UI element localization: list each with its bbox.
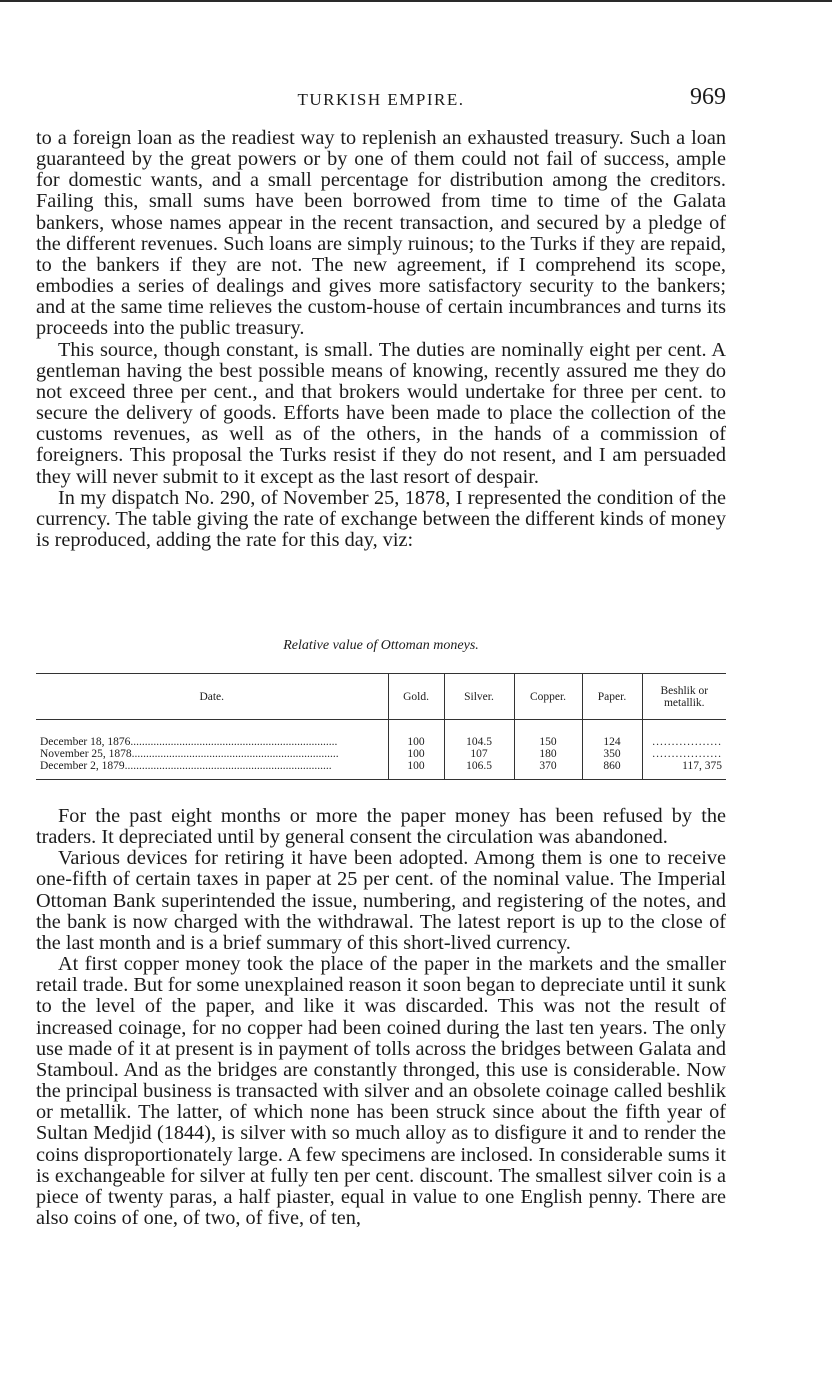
- page-header: [36, 84, 726, 114]
- cell-gold: 100: [388, 748, 444, 760]
- table-row: [36, 760, 726, 780]
- cell-copper: 370: [514, 760, 582, 780]
- top-rule: [0, 0, 832, 2]
- paragraph: to a foreign loan as the readiest way to replenish an exhausted treasury. Such a loan guaranteed by the great powers or by one of them could not fail of success, ample for domestic wants, and a small percentage for distribution among the creditors. Failing this, small sums have been borrowed from time to time of the Galata bankers, whose names appear in the recent transaction, and secured by a pledge of the different revenues. Such loans are simply ruinous; to the Turks if they are repaid, to the bankers if they are not. The new agreement, if I comprehend its scope, embodies a series of dealings and gives more satisfactory security to the bankers; and at the same time relieves the custom-house of certain incumbrances and turns its proceeds into the public treasury.: [36, 127, 726, 340]
- paragraph: For the past eight months or more the paper money has been refused by the traders. It depreciated until by general consent the circulation was abandoned.: [36, 805, 726, 849]
- cell-beshlik: ..................: [642, 720, 726, 749]
- column-header-paper: Paper.: [582, 674, 642, 720]
- cell-paper: 350: [582, 748, 642, 760]
- cell-gold: 100: [388, 720, 444, 749]
- body-text-bottom: [36, 806, 726, 1229]
- column-header-copper: Copper.: [514, 674, 582, 720]
- table-header-row: [36, 674, 726, 720]
- table-caption: Relative value of Ottoman moneys.: [283, 638, 479, 653]
- cell-copper: 180: [514, 748, 582, 760]
- cell-silver: 104.5: [444, 720, 514, 749]
- cell-silver: 106.5: [444, 760, 514, 780]
- cell-date: December 18, 1876........................................................................: [40, 736, 338, 748]
- running-title: TURKISH EMPIRE.: [297, 90, 465, 109]
- cell-beshlik: 117, 375: [642, 760, 726, 780]
- body-text-top: [36, 128, 726, 551]
- cell-copper: 150: [514, 720, 582, 749]
- cell-date: November 25, 1878........................................................................: [40, 748, 339, 760]
- paragraph: This source, though constant, is small. The duties are nominally eight per cent. A gentleman having the best possible means of knowing, recently assured me they do not exceed three per cent., and that brokers would undertake for three per cent. to secure the delivery of goods. Efforts have been made to place the collection of the customs revenues, as well as of the others, in the hands of a commission of foreigners. This proposal the Turks resist if they do not resent, and I am persuaded they will never submit to it except as the last resort of despair.: [36, 338, 726, 488]
- table-row: [36, 748, 726, 760]
- column-header-date: Date.: [36, 674, 388, 720]
- column-header-silver: Silver.: [444, 674, 514, 720]
- currency-table: [36, 673, 726, 780]
- cell-paper: 124: [582, 720, 642, 749]
- cell-date: December 2, 1879........................................................................: [40, 760, 332, 772]
- paragraph: At first copper money took the place of the paper in the markets and the smaller retail trade. But for some unexplained reason it soon began to depreciate until it sunk to the level of the paper, and like it was discarded. This was not the result of increased coinage, for no copper had been coined during the last ten years. The only use made of it at present is in payment of tolls across the bridges between Galata and Stamboul. And as the bridges are constantly thronged, this use is considerable. Now the principal business is transacted with silver and an obsolete coinage called beshlik or metallik. The latter, of which none has been struck since about the fifth year of Sultan Medjid (1844), is silver with so much alloy as to disfigure it and to render the coins disproportionately large. A few specimens are inclosed. In considerable sums it is exchangeable for silver at fully ten per cent. discount. The smallest silver coin is a piece of twenty paras, a half piaster, equal in value to one English penny. There are also coins of one, of two, of five, of ten,: [36, 953, 726, 1229]
- page-number: 969: [690, 84, 726, 110]
- cell-paper: 860: [582, 760, 642, 780]
- paragraph: In my dispatch No. 290, of November 25, 1878, I represented the condition of the currency. The table giving the rate of exchange between the different kinds of money is reproduced, adding the rate for this day, viz:: [36, 486, 726, 551]
- cell-gold: 100: [388, 760, 444, 780]
- column-header-beshlik: Beshlik or metallik.: [642, 674, 726, 720]
- cell-silver: 107: [444, 748, 514, 760]
- paragraph: Various devices for retiring it have been adopted. Among them is one to receive one-fifth of certain taxes in paper at 25 per cent. of the nominal value. The Imperial Ottoman Bank superintended the issue, numbering, and registering of the notes, and the bank is now charged with the withdrawal. The latest report is up to the close of the last month and is a brief summary of this short-lived currency.: [36, 847, 726, 954]
- cell-beshlik: ..................: [642, 748, 726, 760]
- column-header-gold: Gold.: [388, 674, 444, 720]
- table-row: [36, 720, 726, 749]
